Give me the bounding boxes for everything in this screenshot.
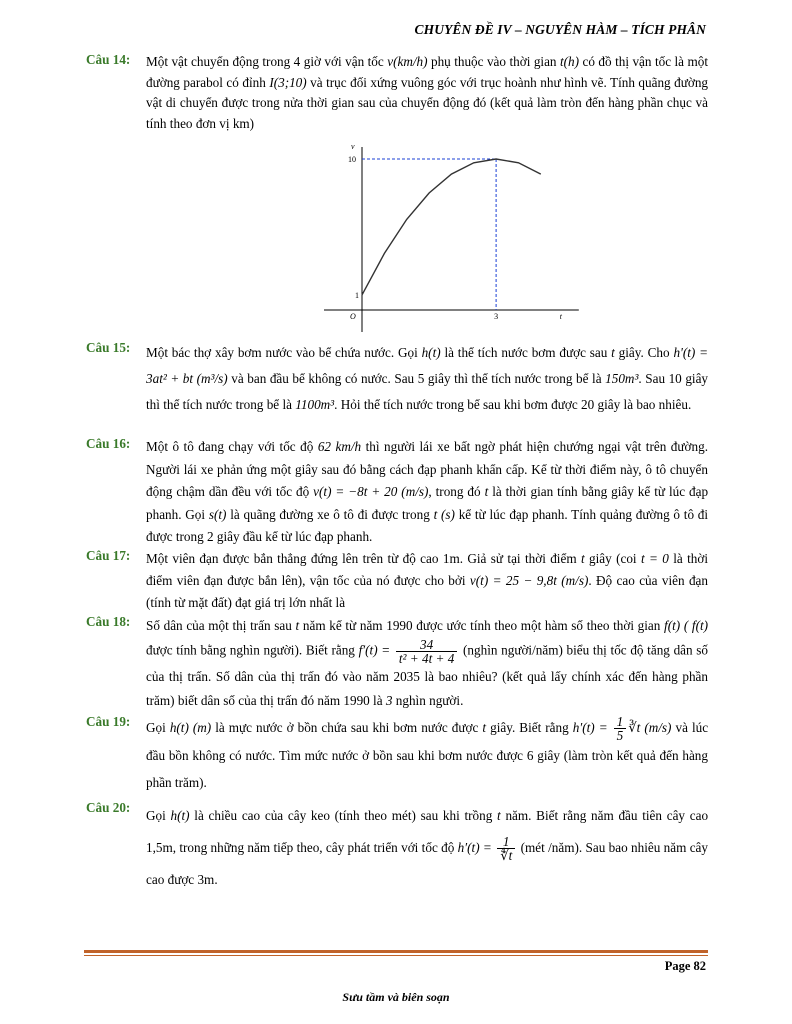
question-16	[86, 436, 708, 549]
question-text: Một bác thợ xây bơm nước vào bể chứa nước. Gọi h(t) là thể tích nước bơm được sau t giây. Cho h'(t) = 3at² + bt (m³/s) và ban đầu bể không có nước. Sau 5 giây thì thể tích nước trong bể là 150m³. Sau 10 giây thì thể tích nước trong bể là 1100m³. Hỏi thể tích nước trong bể sau khi bơm được 20 giây là bao nhiêu.	[146, 345, 709, 412]
x-axis-label: t	[559, 312, 563, 321]
y-tick-label: 1	[355, 290, 359, 300]
question-label: Câu 15:	[86, 340, 131, 355]
question-text: Một ô tô đang chạy với tốc độ 62 km/h thì người lái xe bất ngờ phát hiện chướng ngại vật trên đường. Người lái xe phản ứng một giây sau đó bằng cách đạp phanh khẩn cấp. Kể từ thời điểm này, ô tô chuyển động chậm dần đều với tốc độ v(t) = −8t + 20 (m/s), trong đó t là thời gian tính bằng giây kể từ lúc đạp phanh. Gọi s(t) là quãng đường xe ô tô đi được trong t (s) kể từ lúc đạp phanh. Tính quảng đường ô tô đi được trong 2 giây đầu kể từ lúc đạp phanh.	[146, 439, 709, 544]
origin-label: O	[350, 312, 356, 321]
footer-divider-thick	[84, 950, 708, 953]
question-text: Một viên đạn được bắn thẳng đứng lên trên từ độ cao 1m. Giả sử tại thời điểm t giây (coi t = 0 là thời điểm viên đạn được bắn lên), vận tốc của nó được cho bởi v(t) = 25 − 9,8t (m/s). Độ cao của viên đạn (tính từ mặt đất) đạt giá trị lớn nhất là	[146, 551, 709, 610]
question-14	[86, 52, 708, 134]
y-tick-label: 10	[348, 155, 356, 164]
x-tick-label: 3	[494, 312, 499, 321]
page-number: Page 82	[664, 959, 706, 973]
y-axis-label: v	[351, 142, 355, 151]
question-15	[86, 340, 708, 418]
question-label: Câu 18:	[86, 614, 131, 629]
question-text: Số dân của một thị trấn sau t năm kể từ năm 1990 được ước tính theo một hàm số theo thời gian f(t) ( f(t) được tính bằng nghìn người). Biết rằng f′(t) = $\frac{34}{\text{t² + 4t + 4}}$ (nghìn người/năm) biểu thị tốc độ tăng dân số của thị trấn. Số dân của thị trấn đó vào năm 2035 là bao nhiêu? (kết quả lấy chính xác đến hàng phần trăm) biết dân số của thị trấn đó năm 1990 là 3 nghìn người.	[146, 618, 709, 708]
parabola-curve	[362, 159, 541, 295]
question-text: Một vật chuyển động trong 4 giờ với vận tốc v(km/h) phụ thuộc vào thời gian t(h) có đồ thị vận tốc là một đường parabol có đỉnh I(3;10) và trục đối xứng vuông góc với trục hoành như hình vẽ. Tính quãng đường vật di chuyển được trong nửa thời gian sau của chuyển động đó (kết quả làm tròn đến hàng phần chục và tính theo đơn vị km)	[146, 54, 709, 131]
question-text: Gọi h(t) (m) là mực nước ở bồn chứa sau khi bơm nước được t giây. Biết rằng h′(t) = $\frac{1}{5}$ ∛t (m/s) và lúc đầu bồn không có nước. Tìm mức nước ở bồn sau khi bơm nước được 6 giây (làm tròn kết quả đến hàng phần trăm).	[146, 714, 709, 791]
fraction: $\frac{1}{5}$	[614, 715, 627, 742]
question-text: Gọi h(t) là chiều cao của cây keo (tính theo mét) sau khi trồng t năm. Biết rằng năm đầu tiên cây cao 1,5m, trong những năm tiếp theo, cây phát triển với tốc độ h′(t) = $\frac{1}{∜t}$ (mét /năm). Sau bao nhiêu năm cây cao được 3m.	[146, 808, 709, 887]
question-label: Câu 17:	[86, 548, 131, 563]
question-label: Câu 20:	[86, 800, 131, 815]
footer-divider-thin	[84, 955, 708, 956]
question-label: Câu 16:	[86, 436, 131, 451]
question-label: Câu 14:	[86, 52, 131, 67]
question-label: Câu 19:	[86, 714, 131, 729]
question-18	[86, 614, 708, 713]
fraction: $\frac{34}{\text{t² + 4t + 4}}$	[396, 638, 457, 665]
footer-note: Sưu tầm và biên soạn	[342, 990, 450, 1004]
question-20	[86, 800, 708, 896]
question-17	[86, 548, 708, 614]
question-19	[86, 714, 708, 796]
fraction: $\frac{1}{∜t}$	[497, 835, 515, 862]
page-header-title: CHUYÊN ĐỀ IV – NGUYÊN HÀM – TÍCH PHÂN	[414, 22, 706, 37]
